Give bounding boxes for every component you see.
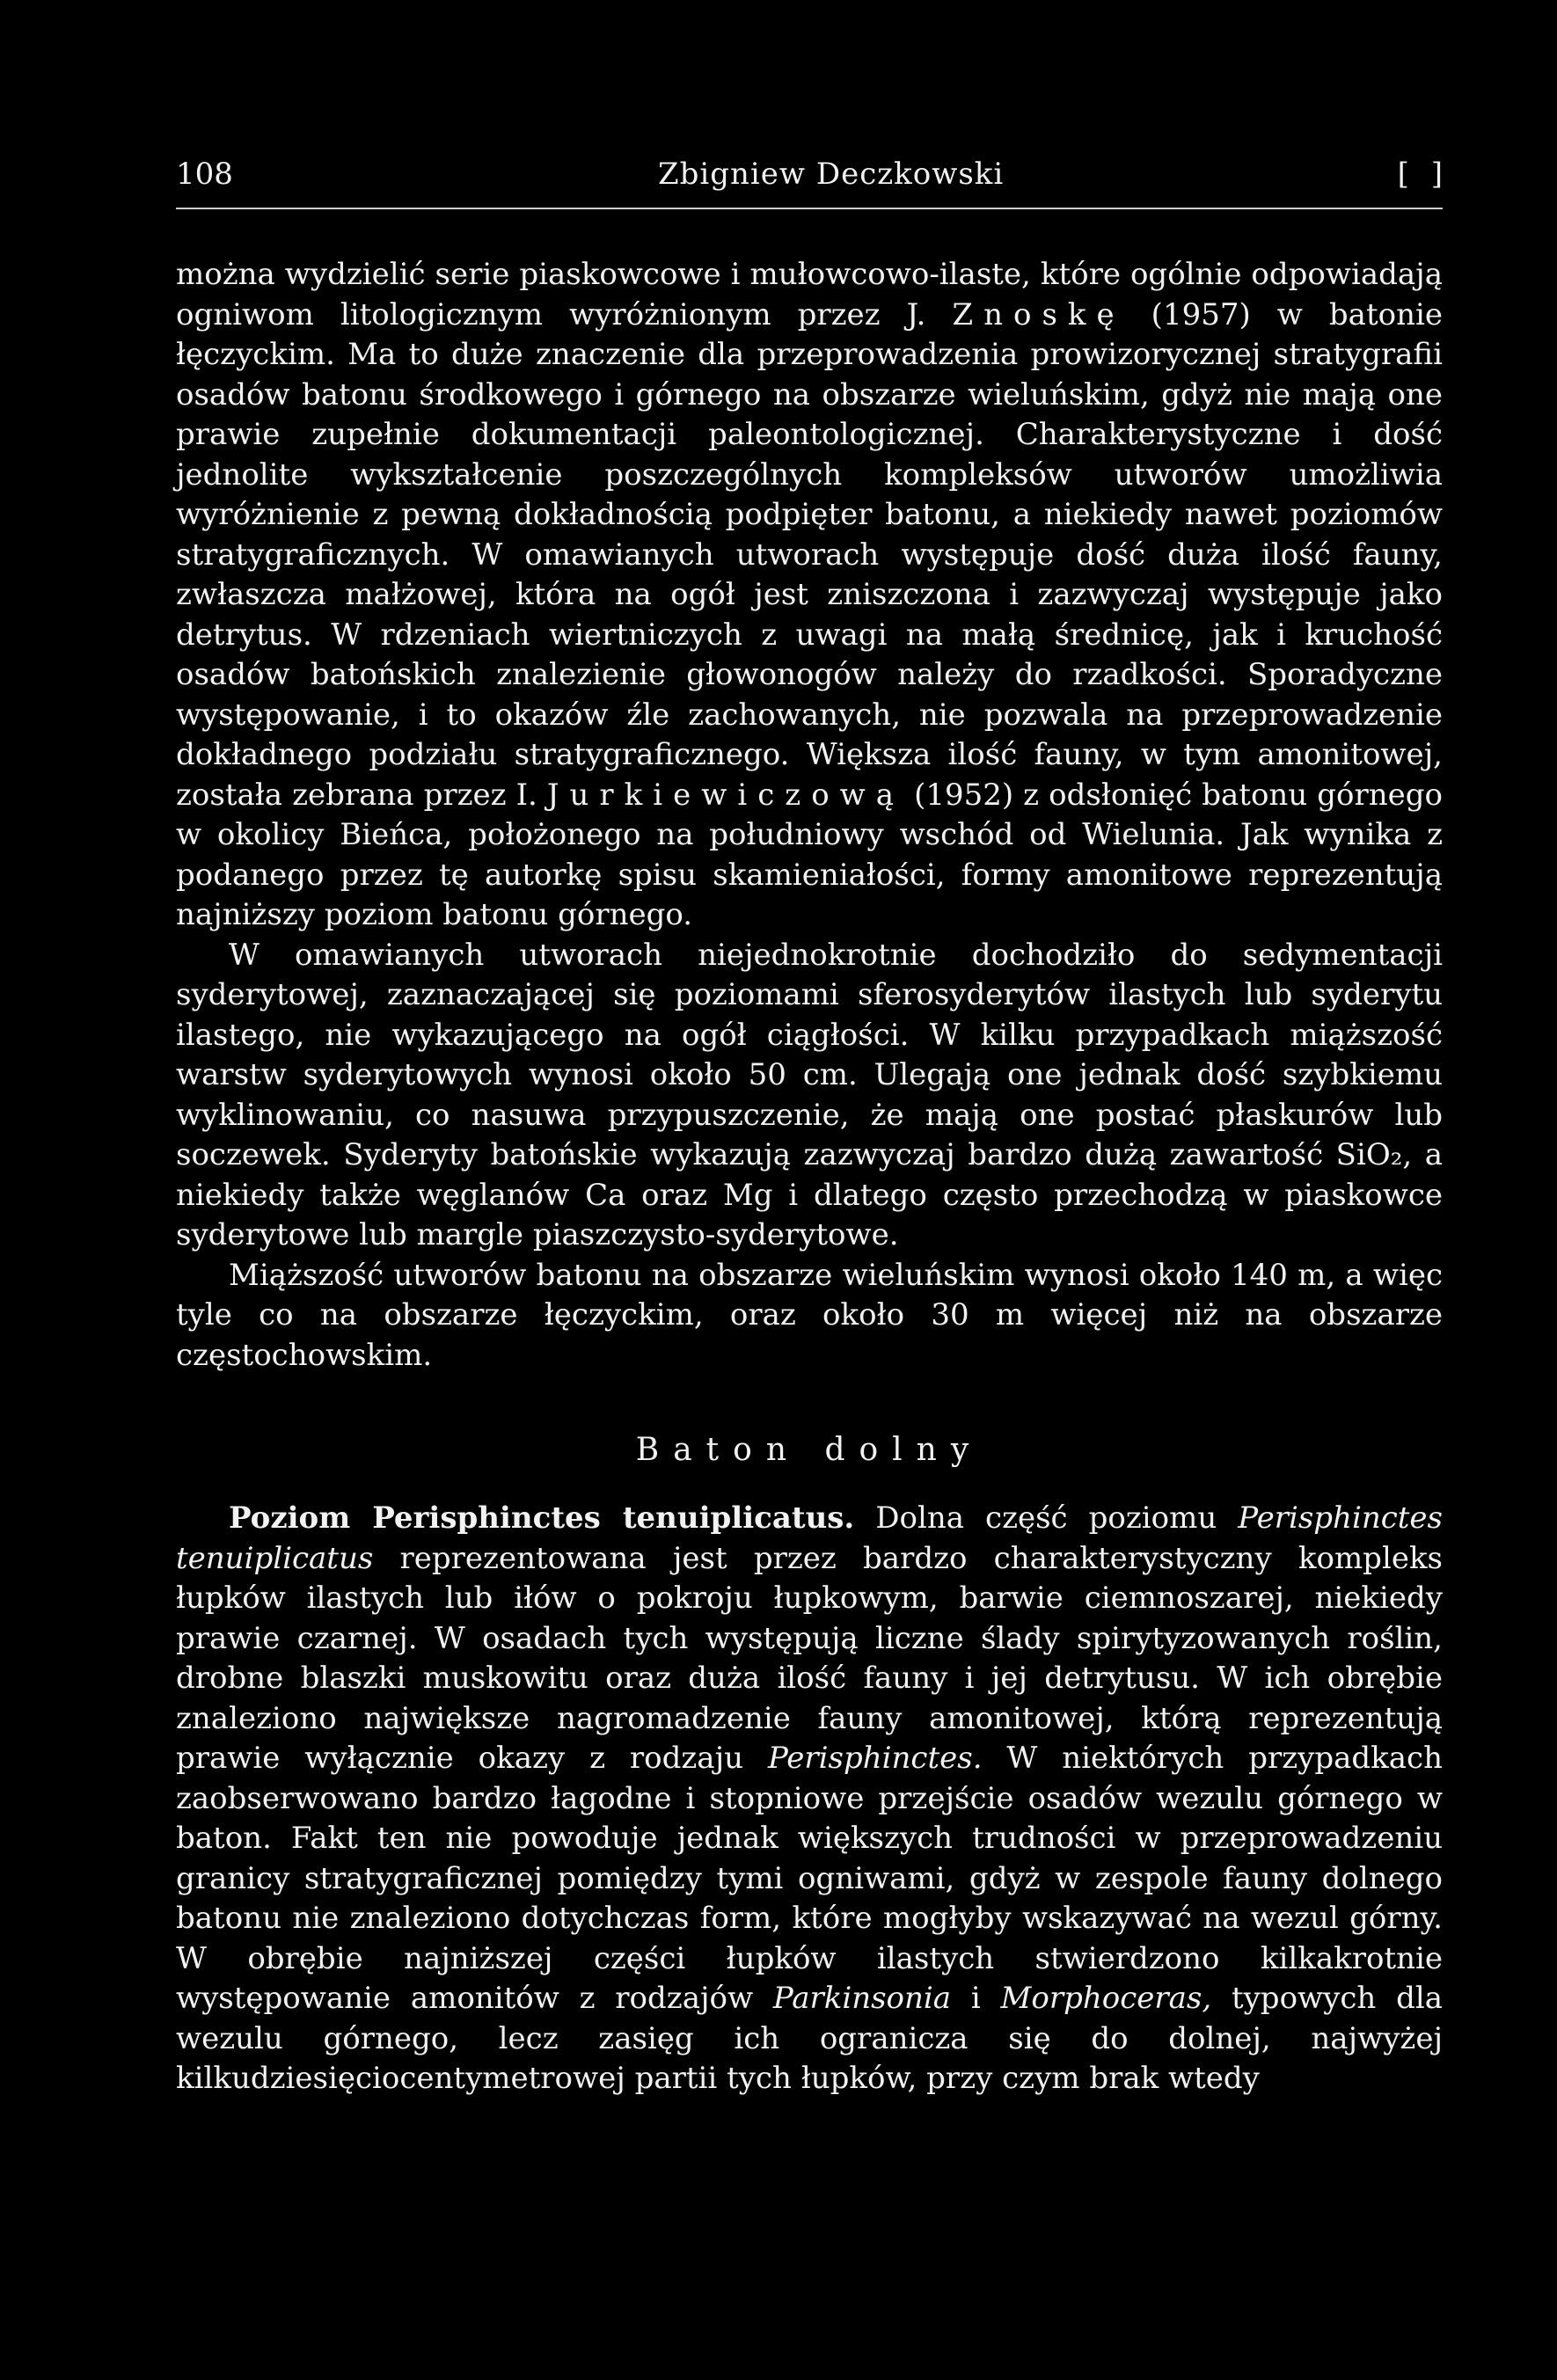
running-header: [176, 148, 1443, 201]
paragraph-3: Miąższość utworów batonu na obszarze wieluńskim wynosi około 140 m, a więc tyle co na obszarze łęczyckim, oraz około 30 m więcej niż na obszarze częstochowskim.: [176, 1257, 1443, 1373]
page-number: 108: [176, 157, 233, 192]
author-name-znoske: Znoskę: [952, 296, 1125, 332]
body-text: [176, 255, 1443, 2099]
author-name-jurkiewiczowa: Jurkiewiczową: [546, 777, 905, 813]
document-page: [176, 0, 1443, 2380]
paragraph-4-part-b: reprezentowana jest przez bardzo charakterystyczny kompleks łupków ilastych lub iłów o pokroju łupkowym, barwie ciemnoszarej, niekiedy prawie czarnej. W osadach tych występują liczne ślady spirytyzowanych roślin, drobne blaszki muskowitu oraz duża ilość fauny i jej detrytusu. W ich obrębie znaleziono największe nagromadzenie fauny amonitowej, którą reprezentują prawie wyłącznie okazy z rodzaju: [176, 1540, 1443, 1776]
paragraph-4-lead: Poziom Perisphinctes tenuiplicatus.: [229, 1500, 855, 1536]
header-bracket: [ ]: [1397, 157, 1443, 192]
running-author: Zbigniew Deczkowski: [658, 157, 1005, 192]
paragraph-4-part-e: typowych dla wezulu górnego, lecz zasięg ich ogranicza się do dolnej, najwyżej kilkudziesięciocentymetrowej partii tych łupków, przy czym brak wtedy: [176, 1981, 1443, 2096]
section-heading: Baton dolny: [635, 1432, 983, 1468]
taxon-perisphinctes: Perisphinctes.: [767, 1741, 983, 1776]
paragraph-2: W omawianych utworach niejednokrotnie dochodziło do sedymentacji syderytowej, zaznaczającej się poziomami sferosyderytów ilastych lub syderytu ilastego, nie wykazującego na ogół ciągłości. W kilku przypadkach miąższość warstw syderytowych wynosi około 50 cm. Ulegają one jednak dość szybkiemu wyklinowaniu, co nasuwa przypuszczenie, że mają one postać płaskurów lub soczewek. Syderyty batońskie wykazują zazwyczaj bardzo dużą zawartość SiO₂, a niekiedy także węglanów Ca oraz Mg i dlatego często przechodzą w piaskowce syderytowe lub margle piaszczysto-syderytowe.: [176, 937, 1443, 1252]
paragraph-4: [176, 1499, 1443, 2099]
paragraph-1-part-c: (1952) z odsłonięć batonu górnego w okolicy Bieńca, położonego na południowy wschód od Wielunia. Jak wynika z podanego przez tę autorkę spisu skamieniałości, formy amonitowe reprezentują najniższy poziom batonu górnego.: [176, 777, 1443, 932]
header-rule: [176, 208, 1443, 209]
taxon-perisphinctes-tenuiplicatus: Perisphinctes tenuiplicatus: [176, 1500, 1443, 1576]
paragraph-4-part-a: Dolna część poziomu: [854, 1500, 1239, 1536]
taxon-parkinsonia: Parkinsonia: [772, 1981, 952, 2016]
paragraph-1-part-a: można wydzielić serie piaskowcowe i mułowcowo-ilaste, które ogólnie odpowiadają ogniwom litologicznym wyróżnionym przez J.: [176, 257, 1443, 332]
paragraph-1-part-b: (1957) w batonie łęczyckim. Ma to duże znaczenie dla przeprowadzenia prowizorycznej stratygrafii osadów batonu środkowego i górnego na obszarze wieluńskim, gdyż nie mają one prawie zupełnie dokumentacji paleontologicznej. Charakterystyczne i dość jednolite wykształcenie poszczególnych kompleksów utworów umożliwia wyróżnienie z pewną dokładnością podpięter batonu, a niekiedy nawet poziomów stratygraficznych. W omawianych utworach występuje dość duża ilość fauny, zwłaszcza małżowej, która na ogół jest zniszczona i zazwyczaj występuje jako detrytus. W rdzeniach wiertniczych z uwagi na małą średnicę, jak i kruchość osadów batońskich znalezienie głowonogów należy do rzadkości. Sporadyczne występowanie, i to okazów źle zachowanych, nie pozwala na przeprowadzenie dokładnego podziału stratygraficznego. Większa ilość fauny, w tym amonitowej, została zebrana przez I.: [176, 296, 1443, 813]
paragraph-4-part-c: W niektórych przypadkach zaobserwowano bardzo łagodne i stopniowe przejście osadów wezulu górnego w baton. Fakt ten nie powoduje jednak większych trudności w przeprowadzeniu granicy stratygraficznej pomiędzy tymi ogniwami, gdyż w zespole fauny dolnego batonu nie znaleziono dotychczas form, które mogłyby wskazywać na wezul górny. W obrębie najniższej części łupków ilastych stwierdzono kilkakrotnie występowanie amonitów z rodzajów: [176, 1741, 1443, 2016]
taxon-morphoceras: Morphoceras,: [1000, 1981, 1212, 2016]
paragraph-1: [176, 255, 1443, 936]
paragraph-4-part-d: i: [951, 1981, 1001, 2016]
